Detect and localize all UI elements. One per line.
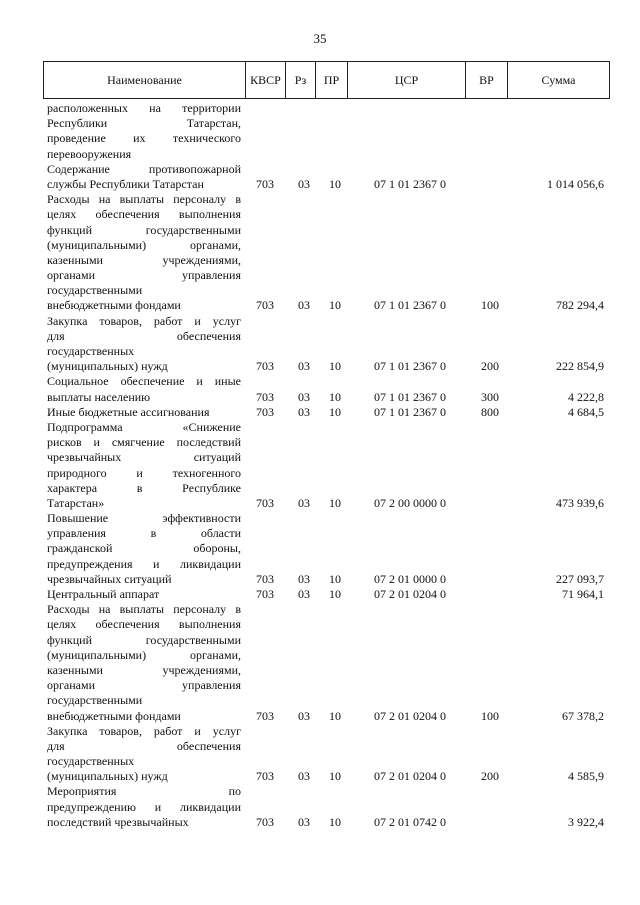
row-name bbox=[47, 192, 241, 314]
table-row bbox=[47, 374, 608, 404]
row-csr: 07 2 01 0204 0 bbox=[374, 769, 446, 784]
row-name-line: Социальное обеспечение и иные bbox=[47, 374, 241, 389]
row-name-line: характера в Республике bbox=[47, 480, 241, 495]
row-name-line: Содержание противопожарной bbox=[47, 161, 241, 176]
header-sum: Сумма bbox=[541, 72, 576, 87]
row-pr: 10 bbox=[329, 176, 341, 191]
row-name-line: целях обеспечения выполнения bbox=[47, 617, 241, 632]
table-row bbox=[47, 101, 608, 162]
row-name-line: (муниципальных) нужд bbox=[47, 359, 168, 374]
row-sum: 3 922,4 bbox=[568, 814, 604, 829]
row-sum: 227 093,7 bbox=[556, 571, 604, 586]
row-csr: 07 1 01 2367 0 bbox=[374, 359, 446, 374]
row-name bbox=[47, 314, 241, 375]
row-name-line: Центральный аппарат bbox=[47, 587, 160, 601]
row-rz bbox=[289, 147, 319, 162]
row-pr: 10 bbox=[329, 359, 341, 374]
row-vr bbox=[469, 572, 511, 587]
row-name-line: казенными учреждениями, bbox=[47, 252, 241, 267]
table-row bbox=[47, 162, 608, 192]
row-rz: 03 bbox=[298, 176, 310, 191]
row-name-line: для обеспечения bbox=[47, 738, 241, 753]
row-name-line: рисков и смягчение последствий bbox=[47, 435, 241, 450]
row-pr: 10 bbox=[329, 389, 341, 404]
row-name bbox=[47, 374, 241, 404]
row-name bbox=[47, 405, 241, 420]
row-pr: 10 bbox=[329, 298, 341, 313]
row-name bbox=[47, 724, 241, 785]
row-name-line: чрезвычайных ситуаций bbox=[47, 571, 172, 586]
row-name-line: функций государственными bbox=[47, 222, 241, 237]
row-kvsr: 703 bbox=[256, 587, 274, 601]
row-csr: 07 2 01 0204 0 bbox=[374, 708, 446, 723]
row-csr: 07 2 01 0000 0 bbox=[374, 571, 446, 586]
header-kvsr: КВСР bbox=[246, 62, 286, 98]
row-rz: 03 bbox=[298, 359, 310, 374]
row-name-line: Расходы на выплаты персоналу в bbox=[47, 192, 241, 207]
row-sum: 473 939,6 bbox=[556, 495, 604, 510]
row-name-line: природного и техногенного bbox=[47, 465, 241, 480]
header-vr: ВР bbox=[466, 62, 508, 98]
row-pr bbox=[319, 147, 351, 162]
row-kvsr: 703 bbox=[256, 708, 274, 723]
header-rz: Рз bbox=[286, 62, 316, 98]
row-vr: 300 bbox=[481, 389, 499, 404]
row-sum: 67 378,2 bbox=[562, 708, 604, 723]
row-vr bbox=[469, 496, 511, 511]
row-name-line: перевооружения bbox=[47, 146, 132, 161]
row-kvsr: 703 bbox=[256, 298, 274, 313]
header-csr: ЦСР bbox=[348, 62, 466, 98]
row-name-line: органами управления bbox=[47, 678, 241, 693]
row-name-line: предупреждению и ликвидации bbox=[47, 799, 241, 814]
row-name-line: выплаты населению bbox=[47, 389, 151, 404]
table-row bbox=[47, 405, 608, 420]
row-rz: 03 bbox=[298, 298, 310, 313]
row-rz: 03 bbox=[298, 814, 310, 829]
row-kvsr: 703 bbox=[256, 495, 274, 510]
row-name-line: внебюджетными фондами bbox=[47, 298, 181, 313]
row-name-line: гражданской обороны, bbox=[47, 541, 241, 556]
row-kvsr: 703 bbox=[256, 389, 274, 404]
row-name-line: предупреждения и ликвидации bbox=[47, 556, 241, 571]
row-vr: 800 bbox=[481, 404, 499, 419]
row-name-line: последствий чрезвычайных bbox=[47, 814, 189, 829]
row-rz: 03 bbox=[298, 571, 310, 586]
row-sum: 4 684,5 bbox=[568, 404, 604, 419]
row-sum: 4 585,9 bbox=[568, 769, 604, 784]
row-name-line: казенными учреждениями, bbox=[47, 662, 241, 677]
row-name-line: государственными bbox=[47, 283, 143, 298]
row-vr bbox=[469, 147, 511, 162]
row-sum bbox=[511, 147, 608, 162]
row-pr: 10 bbox=[329, 814, 341, 829]
row-vr bbox=[469, 177, 511, 192]
row-kvsr: 703 bbox=[256, 359, 274, 374]
row-kvsr: 703 bbox=[256, 814, 274, 829]
table-row bbox=[47, 602, 608, 724]
table-row bbox=[47, 192, 608, 314]
row-vr: 200 bbox=[481, 769, 499, 784]
row-name-line: проведение их технического bbox=[47, 131, 241, 146]
row-name-line: государственных bbox=[47, 344, 135, 358]
table-header bbox=[43, 61, 610, 99]
row-name-line: Татарстан» bbox=[47, 495, 105, 510]
header-pr: ПР bbox=[316, 62, 348, 98]
header-name: Наименование bbox=[44, 62, 246, 98]
table-body bbox=[47, 101, 608, 830]
row-vr bbox=[469, 587, 511, 602]
row-csr: 07 2 00 0000 0 bbox=[374, 495, 446, 510]
row-rz: 03 bbox=[298, 769, 310, 784]
row-pr: 10 bbox=[329, 769, 341, 784]
row-sum: 71 964,1 bbox=[562, 587, 604, 601]
table-row bbox=[47, 511, 608, 587]
table-row bbox=[47, 314, 608, 375]
row-name bbox=[47, 784, 241, 830]
row-name-line: Подпрограмма «Снижение bbox=[47, 419, 241, 434]
row-rz: 03 bbox=[298, 389, 310, 404]
row-name bbox=[47, 587, 241, 602]
row-sum: 222 854,9 bbox=[556, 359, 604, 374]
row-name bbox=[47, 420, 241, 511]
table-row bbox=[47, 724, 608, 785]
row-pr: 10 bbox=[329, 708, 341, 723]
row-name-line: Иные бюджетные ассигнования bbox=[47, 404, 210, 419]
row-csr bbox=[351, 147, 469, 162]
row-csr: 07 2 01 0204 0 bbox=[374, 587, 446, 601]
row-csr: 07 1 01 2367 0 bbox=[374, 298, 446, 313]
row-name-line: Мероприятия по bbox=[47, 784, 241, 799]
page-number: 35 bbox=[313, 31, 327, 46]
row-name-line: (муниципальными) органами, bbox=[47, 647, 241, 662]
row-pr: 10 bbox=[329, 495, 341, 510]
row-pr: 10 bbox=[329, 571, 341, 586]
row-rz: 03 bbox=[298, 404, 310, 419]
row-name bbox=[47, 511, 241, 587]
row-name-line: расположенных на территории bbox=[47, 101, 241, 115]
table-row bbox=[47, 420, 608, 511]
row-name-line: Повышение эффективности bbox=[47, 511, 241, 526]
row-name-line: службы Республики Татарстан bbox=[47, 176, 204, 191]
row-name bbox=[47, 101, 241, 162]
row-rz: 03 bbox=[298, 708, 310, 723]
row-name bbox=[47, 162, 241, 192]
row-kvsr: 703 bbox=[256, 176, 274, 191]
row-vr: 200 bbox=[481, 359, 499, 374]
table-row bbox=[47, 784, 608, 830]
row-name-line: органами управления bbox=[47, 268, 241, 283]
row-name-line: внебюджетными фондами bbox=[47, 708, 181, 723]
row-vr: 100 bbox=[481, 298, 499, 313]
row-name bbox=[47, 602, 241, 724]
row-sum: 1 014 056,6 bbox=[547, 176, 604, 191]
row-pr: 10 bbox=[329, 587, 341, 601]
row-name-line: Закупка товаров, работ и услуг bbox=[47, 723, 241, 738]
row-kvsr: 703 bbox=[256, 571, 274, 586]
row-name-line: государственных bbox=[47, 754, 135, 769]
row-rz: 03 bbox=[298, 495, 310, 510]
row-name-line: управления в области bbox=[47, 526, 241, 541]
row-csr: 07 1 01 2367 0 bbox=[374, 176, 446, 191]
row-name-line: целях обеспечения выполнения bbox=[47, 207, 241, 222]
row-pr: 10 bbox=[329, 404, 341, 419]
row-csr: 07 2 01 0742 0 bbox=[374, 814, 446, 829]
row-name-line: (муниципальными) органами, bbox=[47, 237, 241, 252]
row-name-line: функций государственными bbox=[47, 632, 241, 647]
row-name-line: Расходы на выплаты персоналу в bbox=[47, 602, 241, 617]
table-row bbox=[47, 587, 608, 602]
row-rz: 03 bbox=[298, 587, 310, 601]
row-csr: 07 1 01 2367 0 bbox=[374, 404, 446, 419]
row-vr bbox=[469, 815, 511, 830]
row-csr: 07 1 01 2367 0 bbox=[374, 389, 446, 404]
row-sum: 782 294,4 bbox=[556, 298, 604, 313]
row-name-line: для обеспечения bbox=[47, 328, 241, 343]
row-name-line: государственными bbox=[47, 693, 143, 708]
row-kvsr: 703 bbox=[256, 404, 274, 419]
row-name-line: чрезвычайных ситуаций bbox=[47, 450, 241, 465]
row-kvsr: 703 bbox=[256, 769, 274, 784]
row-name-line: Закупка товаров, работ и услуг bbox=[47, 313, 241, 328]
row-name-line: (муниципальных) нужд bbox=[47, 769, 168, 784]
row-sum: 4 222,8 bbox=[568, 389, 604, 404]
row-kvsr bbox=[241, 147, 289, 162]
row-vr: 100 bbox=[481, 708, 499, 723]
row-name-line: Республики Татарстан, bbox=[47, 116, 241, 131]
